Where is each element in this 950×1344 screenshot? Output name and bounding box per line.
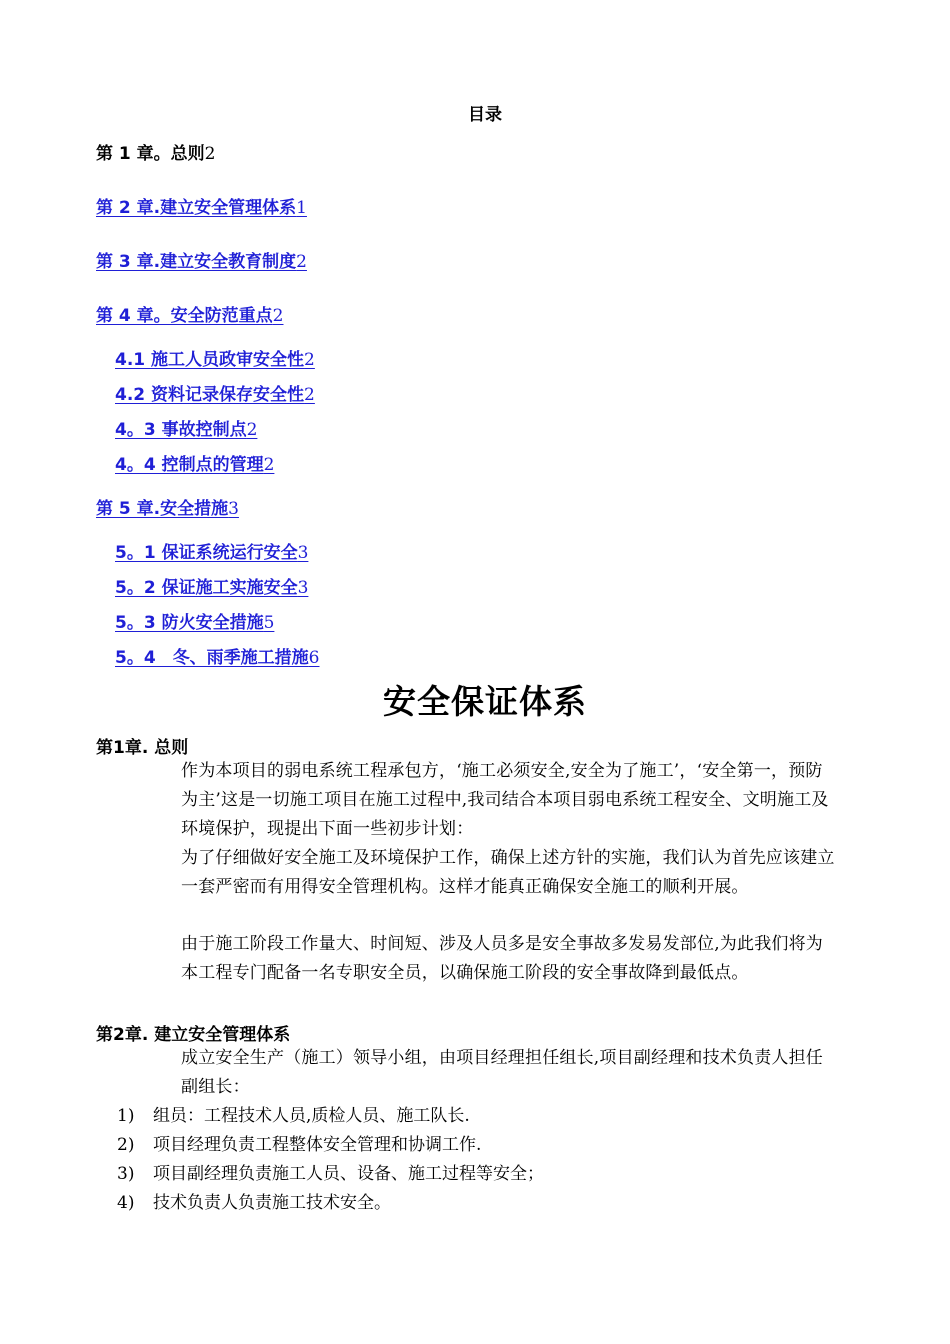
list-item-text: 项目副经理负责施工人员、设备、施工过程等安全； — [153, 1164, 544, 1184]
chapter2-heading: 第2章. 建立安全管理体系 — [96, 1025, 291, 1045]
chapter2-intro: 成立安全生产（施工）领导小组，由项目经理担任组长,项目副经理和技术负责人担任副组长： — [181, 1048, 824, 1097]
toc-entry-page: 5 — [263, 613, 275, 633]
toc-entry-ch2[interactable] — [96, 197, 307, 219]
toc-entry-page: 2 — [272, 306, 284, 326]
toc-entry-4-1[interactable] — [115, 349, 315, 371]
toc-entry-ch1[interactable] — [96, 143, 216, 165]
toc-entry-page: 3 — [228, 499, 239, 519]
list-item-number: 1) — [117, 1106, 135, 1126]
toc-entry-label: 第 2 章.建立安全管理体系 — [96, 198, 297, 218]
toc-entry-label: 5。3 防火安全措施 — [115, 613, 264, 633]
list-item-text: 技术负责人负责施工技术安全。 — [153, 1193, 391, 1213]
toc-entry-label: 第 5 章.安全措施 — [96, 499, 229, 519]
toc-entry-page: 6 — [308, 648, 320, 668]
toc-entry-label: 4。4 控制点的管理 — [115, 455, 264, 475]
toc-entry-ch4[interactable] — [96, 305, 284, 327]
list-item — [117, 1105, 470, 1127]
toc-entry-5-4[interactable] — [115, 647, 320, 669]
toc-entry-5-1[interactable] — [115, 542, 308, 564]
toc-entry-page: 2 — [304, 385, 315, 405]
toc-entry-page: 2 — [246, 420, 258, 440]
toc-entry-page: 2 — [296, 252, 307, 272]
chapter1-paragraph: 由于施工阶段工作量大、时间短、涉及人员多是安全事故多发易发部位,为此我们将为本工程专门配备一名专职安全员，以确保施工阶段的安全事故降到最低点。 — [181, 934, 824, 983]
chapter1-heading: 第1章. 总则 — [96, 738, 189, 758]
toc-entry-5-3[interactable] — [115, 612, 274, 634]
list-item — [117, 1134, 481, 1156]
list-item-number: 3) — [117, 1164, 135, 1184]
list-item-number: 2) — [117, 1135, 135, 1155]
toc-entry-page: 2 — [304, 350, 315, 370]
toc-entry-page: 3 — [297, 543, 309, 563]
list-item-text: 组员：工程技术人员,质检人员、施工队长. — [153, 1106, 470, 1126]
toc-entry-4-3[interactable] — [115, 419, 257, 441]
toc-entry-4-4[interactable] — [115, 454, 274, 476]
toc-entry-page: 3 — [297, 578, 309, 598]
document-title: 安全保证体系 — [383, 682, 587, 721]
toc-entry-label: 5。1 保证系统运行安全 — [115, 543, 298, 563]
toc-entry-ch3[interactable] — [96, 251, 307, 273]
toc-entry-5-2[interactable] — [115, 577, 308, 599]
chapter1-paragraph: 作为本项目的弱电系统工程承包方，‘施工必须安全,安全为了施工’，‘安全第一，预防为主’这是一切施工项目在施工过程中,我司结合本项目弱电系统工程安全、文明施工及环境保护，现提出下面一些初步计划： — [181, 761, 829, 839]
toc-entry-label: 4.1 施工人员政审安全性 — [115, 350, 305, 370]
toc-entry-label: 第 4 章。安全防范重点 — [96, 306, 273, 326]
toc-entry-label: 4。3 事故控制点 — [115, 420, 247, 440]
toc-entry-label: 5。4 冬、雨季施工措施 — [115, 648, 309, 668]
toc-entry-page: 2 — [263, 455, 275, 475]
toc-entry-label: 第 3 章.建立安全教育制度 — [96, 252, 297, 272]
list-item — [117, 1192, 391, 1214]
toc-entry-ch5[interactable] — [96, 498, 239, 520]
chapter1-paragraph: 为了仔细做好安全施工及环境保护工作，确保上述方针的实施，我们认为首先应该建立一套严密而有用得安全管理机构。这样才能真正确保安全施工的顺利开展。 — [181, 848, 835, 897]
list-item-number: 4) — [117, 1193, 135, 1213]
list-item — [117, 1163, 544, 1185]
toc-entry-label: 4.2 资料记录保存安全性 — [115, 385, 305, 405]
list-item-text: 项目经理负责工程整体安全管理和协调工作. — [153, 1135, 482, 1155]
toc-entry-4-2[interactable] — [115, 384, 315, 406]
toc-entry-page: 2 — [204, 144, 216, 164]
toc-entry-page: 1 — [296, 198, 307, 218]
toc-title: 目录 — [468, 105, 502, 125]
toc-entry-label: 第 1 章。总则 — [96, 144, 205, 164]
toc-entry-label: 5。2 保证施工实施安全 — [115, 578, 298, 598]
